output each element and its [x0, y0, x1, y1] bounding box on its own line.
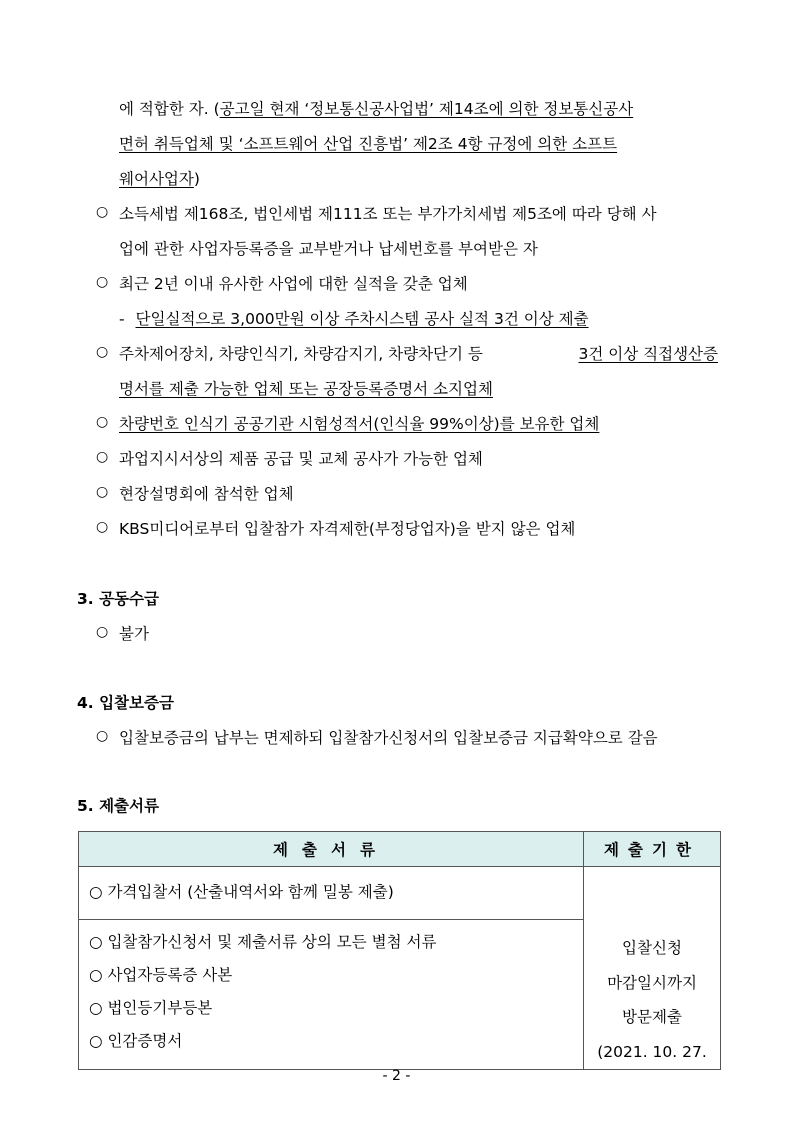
table-row	[79, 867, 721, 920]
qualification-item-experience: 최근 2년 이내 유사한 사업에 대한 실적을 갖춘 업체	[119, 275, 468, 293]
qualification-item-production-cont: 명서를 제출 가능한 업체 또는 공장등록증명서 소지업체	[119, 380, 493, 398]
document-item: ○ 법인등기부등본	[89, 998, 213, 1017]
bullet-icon: ○	[96, 728, 109, 744]
documents-table	[78, 831, 721, 1070]
bullet-icon: ○	[96, 344, 109, 360]
qualification-item-production: 주차제어장치, 차량인식기, 차량감지기, 차량차단기 등 3건 이상 직접생산증	[119, 345, 718, 363]
continuation-line-1: 에 적합한 자. (공고일 현재 ‘정보통신공사업법’ 제14조에 의한 정보통신공사	[119, 100, 634, 118]
qualification-item-restriction: KBS미디어로부터 입찰참가 자격제한(부정당업자)을 받지 않은 업체	[119, 520, 576, 538]
deadline-line: (2021. 10. 27.	[597, 1042, 707, 1061]
bullet-icon: ○	[96, 624, 109, 640]
qualification-item-recognition: 차량번호 인식기 공공기관 시험성적서(인식율 99%이상)를 보유한 업체	[119, 415, 600, 433]
bullet-icon: ○	[96, 274, 109, 290]
document-item: ○ 인감증명서	[89, 1031, 183, 1050]
bullet-icon: ○	[96, 449, 109, 465]
bullet-icon: ○	[96, 204, 109, 220]
document-item: ○ 입찰참가신청서 및 제출서류 상의 모든 별첨 서류	[89, 932, 437, 951]
header-documents: 제출서류	[79, 832, 584, 867]
qualification-item-supply: 과업지시서상의 제품 공급 및 교체 공사가 가능한 업체	[119, 450, 483, 468]
qualification-item-briefing: 현장설명회에 참석한 업체	[119, 485, 294, 503]
section-title-bid-bond: 4. 입찰보증금	[77, 694, 174, 712]
deadline-line: 방문제출	[622, 1008, 682, 1026]
table-header-row	[79, 832, 721, 867]
dash-marker: -	[119, 310, 125, 328]
underlined-text: 공고일 현재 ‘정보통신공사업법’ 제14조에 의한 정보통신공사	[219, 100, 634, 118]
header-deadline: 제출기한	[584, 832, 721, 867]
bullet-icon: ○	[96, 414, 109, 430]
deadline-line: 입찰신청	[622, 939, 682, 957]
bid-bond-description: 입찰보증금의 납부는 면제하되 입찰참가신청서의 입찰보증금 지급확약으로 갈음	[119, 729, 658, 747]
continuation-line-3: 웨어사업자)	[119, 170, 200, 188]
bullet-icon: ○	[96, 484, 109, 500]
qualification-item-tax: 소득세법 제168조, 법인세법 제111조 또는 부가가치세법 제5조에 따라 당해 사	[119, 205, 657, 223]
document-item-price-bid: ○ 가격입찰서 (산출내역서와 함께 밀봉 제출)	[89, 883, 394, 902]
qualification-item-tax-cont: 업에 관한 사업자등록증을 교부받거나 납세번호를 부여받은 자	[119, 240, 538, 258]
document-item: ○ 사업자등록증 사본	[89, 965, 233, 984]
section-title-joint-contract: 3. 공동수급	[77, 590, 159, 608]
deadline-line: 마감일시까지	[607, 973, 697, 992]
continuation-line-2: 면허 취득업체 및 ‘소프트웨어 산업 진흥법’ 제2조 4항 규정에 의한 소프트	[119, 135, 618, 153]
joint-contract-value: 불가	[119, 625, 149, 643]
bullet-icon: ○	[96, 519, 109, 535]
qualification-subitem: - 단일실적으로 3,000만원 이상 주차시스템 공사 실적 3건 이상 제출	[119, 310, 589, 328]
page-number: - 2 -	[382, 1068, 411, 1084]
deadline-cell	[584, 867, 721, 1070]
section-title-documents: 5. 제출서류	[77, 797, 159, 815]
